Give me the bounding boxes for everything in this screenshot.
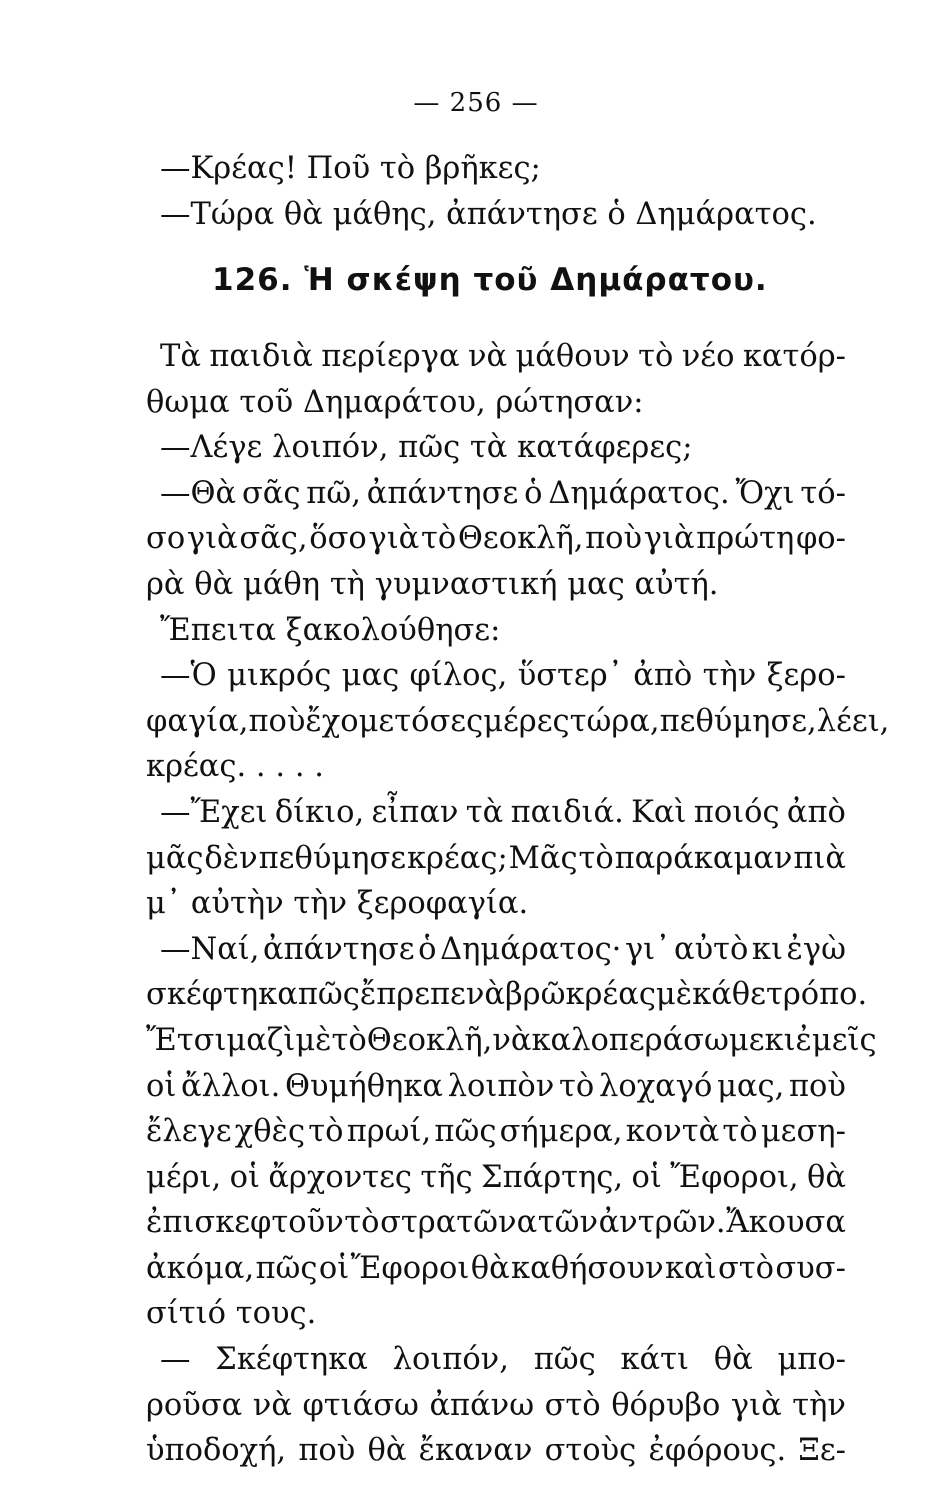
word: ἐγὼ	[786, 931, 846, 967]
word: ἀκόμα,	[146, 1250, 255, 1286]
word: Θεοκλῆ,	[366, 1022, 493, 1058]
text-line	[146, 1064, 846, 1110]
word: καλοπεράσωμε	[531, 1022, 765, 1058]
word: γιὰ	[368, 521, 420, 557]
word: ἄρχοντες	[268, 1159, 412, 1195]
word: πεθύμησε,	[659, 703, 817, 739]
word: δὲν	[204, 840, 258, 876]
word: ξερο-	[766, 658, 846, 694]
word: τρόπο.	[765, 977, 868, 1013]
text-line	[146, 1428, 846, 1474]
word: φο-	[795, 521, 846, 557]
text-line	[146, 1109, 846, 1155]
word: Δημάρατος.	[548, 475, 730, 511]
word: παιδιά.	[510, 794, 624, 830]
text-line	[146, 653, 846, 699]
word: πῶ,	[306, 475, 361, 511]
word: τους.	[235, 1296, 317, 1332]
word: οἱ	[318, 1250, 350, 1286]
word: Δημάρατος·	[440, 931, 622, 967]
word: Καὶ	[631, 794, 687, 830]
word: αὐτὴν	[190, 886, 284, 922]
word: θὰ	[367, 1433, 407, 1469]
word: ρώτησαν:	[495, 384, 644, 420]
word: ποὺ	[585, 521, 643, 557]
word: παιδιὰ	[209, 339, 313, 374]
word: εἶπαν	[371, 794, 459, 830]
text-line	[146, 1291, 846, 1337]
word: Δημαράτου,	[302, 384, 486, 420]
word: τὸ	[344, 1205, 380, 1241]
word: βρῶ	[505, 977, 566, 1013]
word: χθὲς	[234, 1114, 306, 1150]
word: καὶ	[664, 1250, 717, 1286]
word: πῶς	[533, 1342, 596, 1378]
word: Θεοκλῆ,	[457, 521, 584, 557]
word: τὰ	[465, 794, 504, 830]
word: τώρα,	[569, 703, 660, 739]
word: ἄλλοι.	[181, 1068, 281, 1104]
text-line	[146, 1018, 877, 1064]
word: κρέας;	[406, 840, 508, 876]
text-line	[146, 562, 846, 608]
text-line	[146, 1383, 846, 1429]
word: τὸ	[308, 1114, 344, 1150]
word: Ἄκουσα	[726, 1205, 846, 1241]
word: τόσες	[394, 703, 484, 739]
word: κοντὰ	[625, 1114, 720, 1150]
text-line	[146, 1200, 846, 1246]
word: τὴν	[792, 1387, 846, 1423]
word: φίλος,	[409, 658, 508, 694]
word: τὰ	[469, 430, 508, 466]
text-line	[146, 425, 846, 471]
word: ὕστερ᾽	[517, 658, 623, 694]
word: ἀπάντησε	[263, 931, 415, 967]
word: τὴν	[293, 886, 348, 922]
text-line	[146, 516, 846, 562]
word: οἱ	[631, 1159, 662, 1195]
word: —Λέγε	[160, 430, 263, 466]
word: λέει,	[816, 703, 890, 739]
word: πῶς	[297, 977, 360, 1013]
word: στοὺς	[544, 1433, 637, 1469]
word: στρατῶνα	[380, 1205, 538, 1241]
word: μέρες	[483, 703, 570, 739]
word: νέο	[681, 339, 735, 374]
word: ὅσο	[309, 521, 367, 557]
word: μὲ	[655, 977, 693, 1013]
word: κρέας.	[146, 749, 247, 785]
word: μ᾽	[146, 886, 182, 922]
word: μέρι,	[146, 1159, 222, 1195]
word: φτιάσω	[302, 1387, 419, 1423]
word: νὰ	[252, 1387, 292, 1423]
text-line	[146, 334, 846, 380]
word: Τὰ	[160, 339, 201, 374]
word: τῶν	[537, 1205, 599, 1241]
text-line	[146, 927, 846, 973]
dialogue-line: —Κρέας! Ποῦ τὸ βρῆκες;	[160, 151, 541, 186]
word: Ὄχι	[735, 475, 795, 511]
word: τὸ	[420, 521, 457, 557]
word: μὲ	[295, 1022, 332, 1058]
word: μας	[341, 658, 400, 694]
word: ἀπάνω	[429, 1387, 535, 1423]
word: ἔχομε	[305, 703, 395, 739]
word: Ἔφοροι	[350, 1250, 470, 1286]
word: αὐτή.	[634, 566, 719, 602]
word: καθήσουν	[511, 1250, 664, 1286]
word: .	[255, 749, 266, 785]
word: πῶς	[255, 1250, 318, 1286]
word: θὰ	[470, 1250, 510, 1286]
word: μικρός	[227, 658, 332, 694]
word: τὴν	[702, 658, 757, 694]
word: συσ-	[775, 1250, 846, 1286]
text-line	[146, 1155, 846, 1201]
word: ροῦσα	[146, 1387, 243, 1423]
word: Ἔφοροι,	[670, 1159, 799, 1195]
word: ξακολούθησε:	[285, 612, 501, 648]
word: Θυμήθηκα	[285, 1068, 443, 1104]
text-line	[146, 608, 846, 654]
word: ξεροφαγία.	[356, 886, 529, 922]
word: ἀπὸ	[633, 658, 693, 694]
word: .	[275, 749, 286, 785]
word: γιὰ	[186, 521, 238, 557]
word: μαζὶ	[226, 1022, 296, 1058]
text-line	[146, 790, 846, 836]
opening-dialogue	[146, 146, 846, 237]
word: ρὰ	[146, 566, 185, 602]
word: ἔκαναν	[418, 1433, 533, 1469]
word: κατόρ-	[742, 339, 846, 374]
word: κι	[751, 931, 783, 967]
word: ἔλεγε	[146, 1114, 232, 1150]
word: περίεργα	[321, 339, 460, 374]
page-number: — 256 —	[413, 88, 539, 118]
word: παράκαμαν	[614, 840, 793, 876]
word: θὰ	[713, 1342, 753, 1378]
word: σκέφτηκα	[146, 977, 298, 1013]
word: πρώτη	[696, 521, 795, 557]
word: σο	[146, 521, 186, 557]
word: οἱ	[146, 1068, 177, 1104]
text-line	[146, 1337, 846, 1383]
text-line	[146, 836, 846, 882]
word: τὴ	[329, 566, 365, 602]
word: Ἔτσι	[146, 1022, 227, 1058]
word: πεθύμησε	[258, 840, 407, 876]
word: —	[160, 1342, 191, 1378]
word: θωμα	[146, 384, 230, 420]
word: θὰ	[807, 1159, 846, 1195]
word: φαγία,	[146, 703, 249, 739]
word: ἔπρεπε	[359, 977, 466, 1013]
word: μᾶς	[146, 840, 204, 876]
word: τὸ	[559, 1068, 595, 1104]
word: Ἔπειτα	[160, 612, 277, 648]
text-line	[146, 744, 846, 790]
word: σᾶς,	[239, 521, 308, 557]
word: μάθουν	[515, 339, 630, 374]
word: Ξε-	[798, 1433, 846, 1469]
word: κάτι	[620, 1342, 689, 1378]
word: ὁ	[418, 931, 437, 967]
word: γιὰ	[643, 521, 695, 557]
text-line	[146, 972, 868, 1018]
word: —Ἔχει	[160, 794, 268, 830]
word: κι	[764, 1022, 796, 1058]
word: οἱ	[229, 1159, 260, 1195]
word: ἐμεῖς	[795, 1022, 877, 1058]
word: αὐτὸ	[673, 931, 749, 967]
word: .	[294, 749, 305, 785]
word: λοιπόν,	[392, 1342, 509, 1378]
word: τό-	[800, 475, 846, 511]
word: τὸ	[578, 840, 614, 876]
word: δίκιο,	[274, 794, 365, 830]
word: τὸ	[638, 339, 674, 374]
text-line	[146, 881, 846, 927]
word: μας	[567, 566, 625, 602]
word: —Ναί,	[160, 931, 260, 967]
word: τὸ	[331, 1022, 367, 1058]
word: τοῦ	[239, 384, 294, 420]
word: νὰ	[465, 977, 505, 1013]
text-line	[146, 471, 846, 517]
word: πῶς	[398, 430, 461, 466]
word: κατάφερες;	[517, 430, 693, 466]
word: μεση-	[760, 1114, 846, 1150]
word: πῶς	[434, 1114, 497, 1150]
word: ὑποδοχή,	[146, 1433, 287, 1469]
word: σίτιό	[146, 1296, 226, 1332]
word: τῆς	[420, 1159, 473, 1195]
word: ἐφόρους.	[648, 1433, 787, 1469]
word: γυμναστική	[374, 566, 558, 602]
text-line	[146, 1246, 846, 1292]
word: μας,	[717, 1068, 785, 1104]
body-text	[146, 334, 890, 1474]
word: σήμερα,	[499, 1114, 623, 1150]
word: λοιπὸν	[447, 1068, 555, 1104]
word: ἀντρῶν.	[598, 1205, 726, 1241]
word: τὸ	[722, 1114, 758, 1150]
word: —Ὁ	[160, 658, 217, 694]
word: στὸ	[544, 1387, 601, 1423]
word: μάθη	[243, 566, 321, 602]
word: ἀπάντησε	[366, 475, 519, 511]
word: ποὺ	[298, 1433, 356, 1469]
word: σᾶς	[241, 475, 301, 511]
word: Σκέφτηκα	[215, 1342, 368, 1378]
text-line	[146, 699, 890, 745]
word: Μᾶς	[508, 840, 578, 876]
word: —Θὰ	[160, 475, 237, 511]
text-line	[146, 380, 846, 426]
word: ἀπὸ	[786, 794, 846, 830]
word: στὸ	[717, 1250, 775, 1286]
word: λοχαγό	[599, 1068, 713, 1104]
word: .	[314, 749, 324, 785]
word: θόρυβο	[611, 1387, 721, 1423]
word: λοιπόν,	[272, 430, 389, 466]
word: νὰ	[467, 339, 508, 374]
word: θὰ	[194, 566, 234, 602]
word: ποιός	[693, 794, 780, 830]
word: κάθε	[692, 977, 766, 1013]
word: ἐπισκεφτοῦν	[146, 1205, 344, 1241]
word: κρέας	[565, 977, 656, 1013]
word: Σπάρτης,	[481, 1159, 624, 1195]
word: γι᾽	[624, 931, 671, 967]
word: γιὰ	[730, 1387, 782, 1423]
section-heading: 126. Ἡ σκέψη τοῦ Δημάρατου.	[212, 262, 768, 298]
word: νὰ	[492, 1022, 532, 1058]
word: πιὰ	[793, 840, 846, 876]
word: μπο-	[777, 1342, 846, 1378]
word: ποὺ	[248, 703, 306, 739]
dialogue-line: —Τώρα θὰ μάθης, ἀπάντησε ὁ Δημάρατος.	[160, 196, 817, 232]
word: πρωί,	[346, 1114, 432, 1150]
word: ὁ	[524, 475, 543, 511]
word: ποὺ	[789, 1068, 846, 1104]
